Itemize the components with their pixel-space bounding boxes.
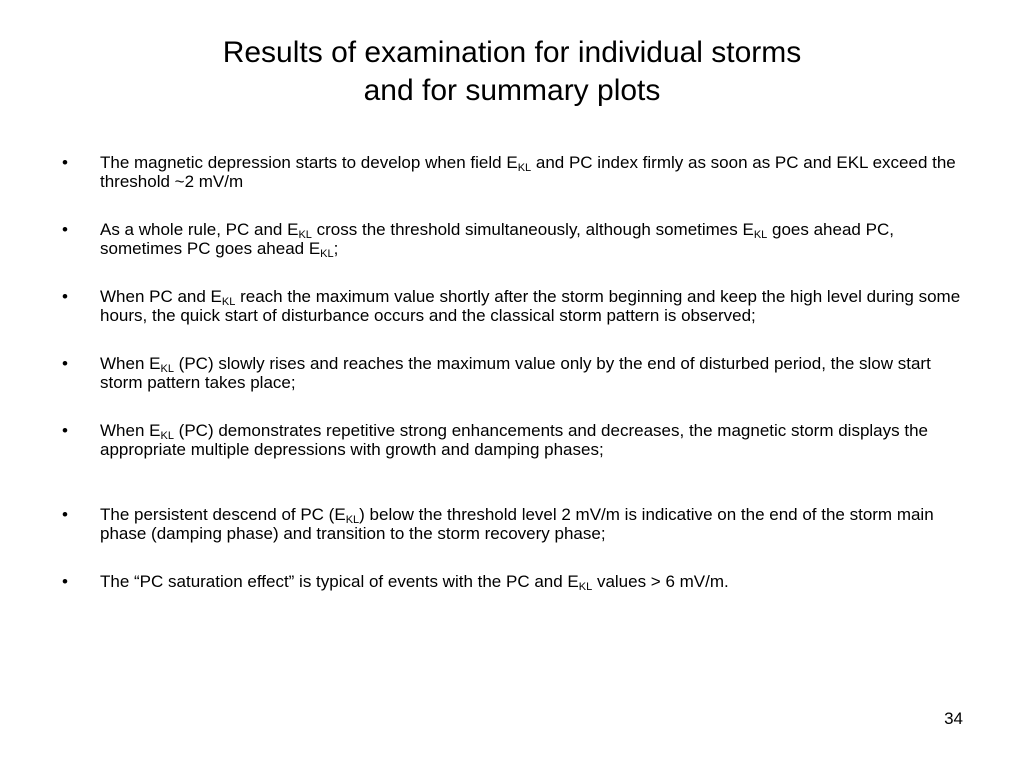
- bullet-item-3: [62, 288, 962, 325]
- page-number: 34: [944, 709, 963, 728]
- bullet-marker: •: [62, 354, 68, 373]
- bullet-text: The “PC saturation effect” is typical of events with the PC and E: [100, 572, 579, 591]
- bullet-text: cross the threshold simultaneously, although sometimes E: [311, 220, 754, 239]
- bullet-item-6: [62, 506, 962, 543]
- bullet-marker: •: [62, 220, 68, 239]
- bullet-text: When E: [100, 421, 161, 440]
- subscript-kl: KL: [160, 430, 174, 442]
- bullet-list: [62, 154, 962, 592]
- bullet-item-4: [62, 355, 962, 392]
- subscript-kl: KL: [298, 229, 312, 241]
- subscript-kl: KL: [345, 514, 360, 526]
- bullet-text: When PC and E: [100, 287, 222, 306]
- subscript-kl: KL: [753, 229, 768, 241]
- slide-title-line-1: Results of examination for individual storms: [222, 36, 802, 69]
- bullet-text: (PC) demonstrates repetitive strong enhancements and decreases, the magnetic storm displays the appropriate multiple depressions with growth and damping phases;: [100, 421, 928, 459]
- bullet-marker: •: [62, 287, 68, 306]
- bullet-item-7: [62, 573, 962, 592]
- bullet-text: The persistent descend of PC (E: [100, 505, 346, 524]
- bullet-text: When E: [100, 354, 161, 373]
- subscript-kl: KL: [160, 363, 174, 375]
- bullet-text: (PC) slowly rises and reaches the maximum value only by the end of disturbed period, the slow start storm pattern takes place;: [100, 354, 931, 392]
- bullet-marker: •: [62, 153, 68, 172]
- slide-title: [0, 34, 1024, 110]
- bullet-text: and PC index firmly as soon as PC and EKL exceed the threshold ~2 mV/m: [100, 153, 956, 191]
- subscript-kl: KL: [578, 581, 593, 593]
- bullet-item-1: [62, 154, 962, 191]
- slide-title-line-2: and for summary plots: [363, 74, 661, 107]
- bullet-marker: •: [62, 505, 68, 524]
- bullet-text: ;: [333, 238, 339, 258]
- bullet-text: reach the maximum value shortly after the storm beginning and keep the high level during some hours, the quick start of disturbance occurs and the classical storm pattern is observed;: [100, 287, 961, 325]
- subscript-kl: KL: [517, 162, 532, 174]
- bullet-text: goes ahead PC, sometimes PC goes ahead E: [100, 220, 894, 258]
- bullet-marker: •: [62, 421, 68, 440]
- bullet-text: The magnetic depression starts to develop when field E: [100, 153, 518, 172]
- bullet-item-5: [62, 422, 962, 459]
- bullet-text: As a whole rule, PC and E: [100, 220, 299, 239]
- subscript-kl: KL: [320, 247, 334, 260]
- subscript-kl: KL: [221, 296, 236, 308]
- bullet-text: ) below the threshold level 2 mV/m is indicative on the end of the storm main phase (damping phase) and transition to the storm recovery phase;: [100, 505, 934, 543]
- bullet-item-2: [62, 221, 962, 258]
- bullet-marker: •: [62, 572, 68, 591]
- bullet-text: values > 6 mV/m.: [592, 572, 729, 591]
